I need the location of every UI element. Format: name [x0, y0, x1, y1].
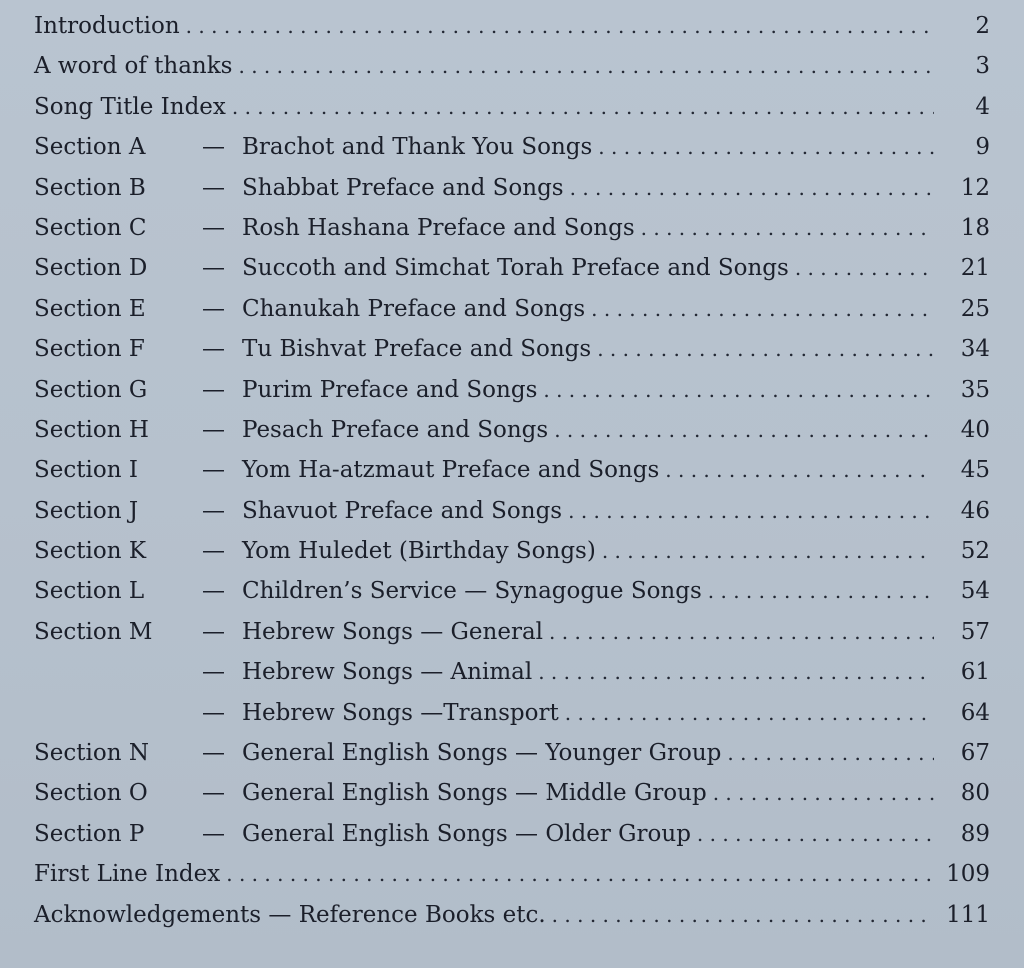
toc-title: Shavuot Preface and Songs [242, 497, 563, 524]
toc-entry [34, 854, 990, 894]
toc-page-number: 64 [960, 699, 990, 726]
toc-title: Chanukah Preface and Songs [242, 295, 586, 322]
toc-dash: — [202, 457, 225, 484]
toc-entry [34, 733, 990, 773]
dot-leader [602, 531, 934, 571]
toc-entry [34, 410, 990, 450]
toc-title: General English Songs — Older Group [242, 820, 691, 847]
dot-leader [713, 773, 934, 813]
toc-title: Introduction [34, 13, 180, 39]
toc-dash: — [202, 497, 225, 524]
dot-leader [708, 571, 934, 611]
toc-entry [34, 773, 990, 813]
toc-title: Shabbat Preface and Songs [242, 174, 564, 201]
toc-entry [34, 370, 990, 410]
dot-leader [565, 693, 934, 733]
toc-page-number: 45 [960, 457, 990, 484]
toc-dash: — [202, 699, 225, 726]
dot-leader [568, 491, 934, 531]
toc-entry [34, 46, 990, 86]
dot-leader [641, 208, 934, 248]
toc-title: Hebrew Songs —Transport [242, 699, 559, 726]
dot-leader [552, 895, 934, 935]
toc-entry [34, 127, 990, 167]
toc-page-number: 9 [975, 134, 990, 161]
toc-page-number: 2 [975, 13, 990, 39]
toc-page-number: 52 [960, 538, 990, 565]
dot-leader [597, 329, 934, 369]
toc-entry [34, 612, 990, 652]
dot-leader [591, 289, 934, 329]
dot-leader [795, 248, 934, 288]
toc-entry [34, 814, 990, 854]
toc-dash: — [202, 820, 225, 847]
toc-entry [34, 652, 990, 692]
toc-dash: — [202, 578, 225, 605]
dot-leader [232, 87, 934, 127]
toc-dash: — [202, 336, 225, 363]
toc-page-number: 40 [960, 416, 990, 443]
toc-page-number: 57 [960, 618, 990, 645]
toc-entry [34, 87, 990, 127]
toc-section-label: Section D [34, 255, 148, 282]
toc-section-label: Section H [34, 416, 149, 443]
toc-page-number: 21 [960, 255, 990, 282]
dot-leader [186, 6, 934, 46]
toc-entry [34, 693, 990, 733]
toc-section-label: Section J [34, 497, 139, 524]
toc-page-number: 18 [960, 214, 990, 241]
dot-leader [697, 814, 934, 854]
toc-page-number: 111 [946, 901, 990, 928]
toc-section-label: Section O [34, 780, 148, 807]
toc-dash: — [202, 376, 225, 403]
toc-page-number: 61 [960, 659, 990, 686]
toc-title: Yom Ha-atzmaut Preface and Songs [242, 457, 660, 484]
toc-section-label: Section A [34, 134, 146, 161]
toc-title: Purim Preface and Songs [242, 376, 538, 403]
toc-dash: — [202, 255, 225, 282]
toc-section-label: Section K [34, 538, 147, 565]
dot-leader [238, 46, 934, 86]
toc-entry [34, 450, 990, 490]
toc-page-number: 34 [960, 336, 990, 363]
toc-title: A word of thanks [34, 53, 233, 80]
toc-section-label: Section M [34, 618, 153, 645]
toc-dash: — [202, 174, 225, 201]
toc-page-number: 25 [960, 295, 990, 322]
toc-page-number: 3 [975, 53, 990, 80]
toc-title: General English Songs — Younger Group [242, 740, 722, 767]
toc-entry [34, 6, 990, 46]
toc-page-number: 67 [960, 740, 990, 767]
toc-title: Succoth and Simchat Torah Preface and Songs [242, 255, 789, 282]
toc-dash: — [202, 659, 225, 686]
toc-page-number: 89 [960, 820, 990, 847]
toc-title: First Line Index [34, 861, 221, 888]
toc-page-number: 12 [960, 174, 990, 201]
toc-entry [34, 208, 990, 248]
toc-entry [34, 571, 990, 611]
dot-leader [570, 168, 934, 208]
toc-section-label: Section L [34, 578, 145, 605]
toc-dash: — [202, 740, 225, 767]
toc-page-number: 4 [975, 93, 990, 120]
toc-entry [34, 248, 990, 288]
toc-section-label: Section F [34, 336, 145, 363]
toc-dash: — [202, 214, 225, 241]
toc-section-label: Section I [34, 457, 138, 484]
dot-leader [727, 733, 934, 773]
toc-dash: — [202, 538, 225, 565]
toc-title: Song Title Index [34, 93, 226, 120]
toc-title: Tu Bishvat Preface and Songs [242, 336, 592, 363]
toc-title: Children’s Service — Synagogue Songs [242, 578, 702, 605]
toc-page-number: 109 [946, 861, 990, 888]
toc-page-number: 80 [960, 780, 990, 807]
toc-section-label: Section N [34, 740, 149, 767]
toc-page-number: 46 [960, 497, 990, 524]
dot-leader [538, 652, 934, 692]
dot-leader [543, 370, 934, 410]
toc-title: Acknowledgements — Reference Books etc. [34, 901, 546, 928]
toc-entry [34, 168, 990, 208]
toc-entry [34, 289, 990, 329]
toc-title: Pesach Preface and Songs [242, 416, 549, 443]
toc-page-number: 35 [960, 376, 990, 403]
toc-entry [34, 531, 990, 571]
toc-section-label: Section E [34, 295, 146, 322]
toc-section-label: Section P [34, 820, 145, 847]
toc-entry [34, 895, 990, 935]
toc-section-label: Section B [34, 174, 146, 201]
toc-title: Brachot and Thank You Songs [242, 134, 593, 161]
toc-entry [34, 491, 990, 531]
toc-dash: — [202, 780, 225, 807]
dot-leader [226, 854, 934, 894]
toc-section-label: Section C [34, 214, 147, 241]
toc-title: General English Songs — Middle Group [242, 780, 707, 807]
toc-title: Hebrew Songs — General [242, 618, 544, 645]
dot-leader [549, 612, 934, 652]
toc-page-number: 54 [960, 578, 990, 605]
toc-dash: — [202, 295, 225, 322]
table-of-contents [34, 6, 990, 935]
dot-leader [554, 410, 934, 450]
toc-dash: — [202, 416, 225, 443]
toc-dash: — [202, 134, 225, 161]
toc-section-label: Section G [34, 376, 148, 403]
dot-leader [665, 450, 934, 490]
toc-dash: — [202, 618, 225, 645]
dot-leader [598, 127, 934, 167]
toc-title: Rosh Hashana Preface and Songs [242, 214, 635, 241]
toc-title: Hebrew Songs — Animal [242, 659, 533, 686]
toc-title: Yom Huledet (Birthday Songs) [242, 538, 596, 565]
toc-entry [34, 329, 990, 369]
